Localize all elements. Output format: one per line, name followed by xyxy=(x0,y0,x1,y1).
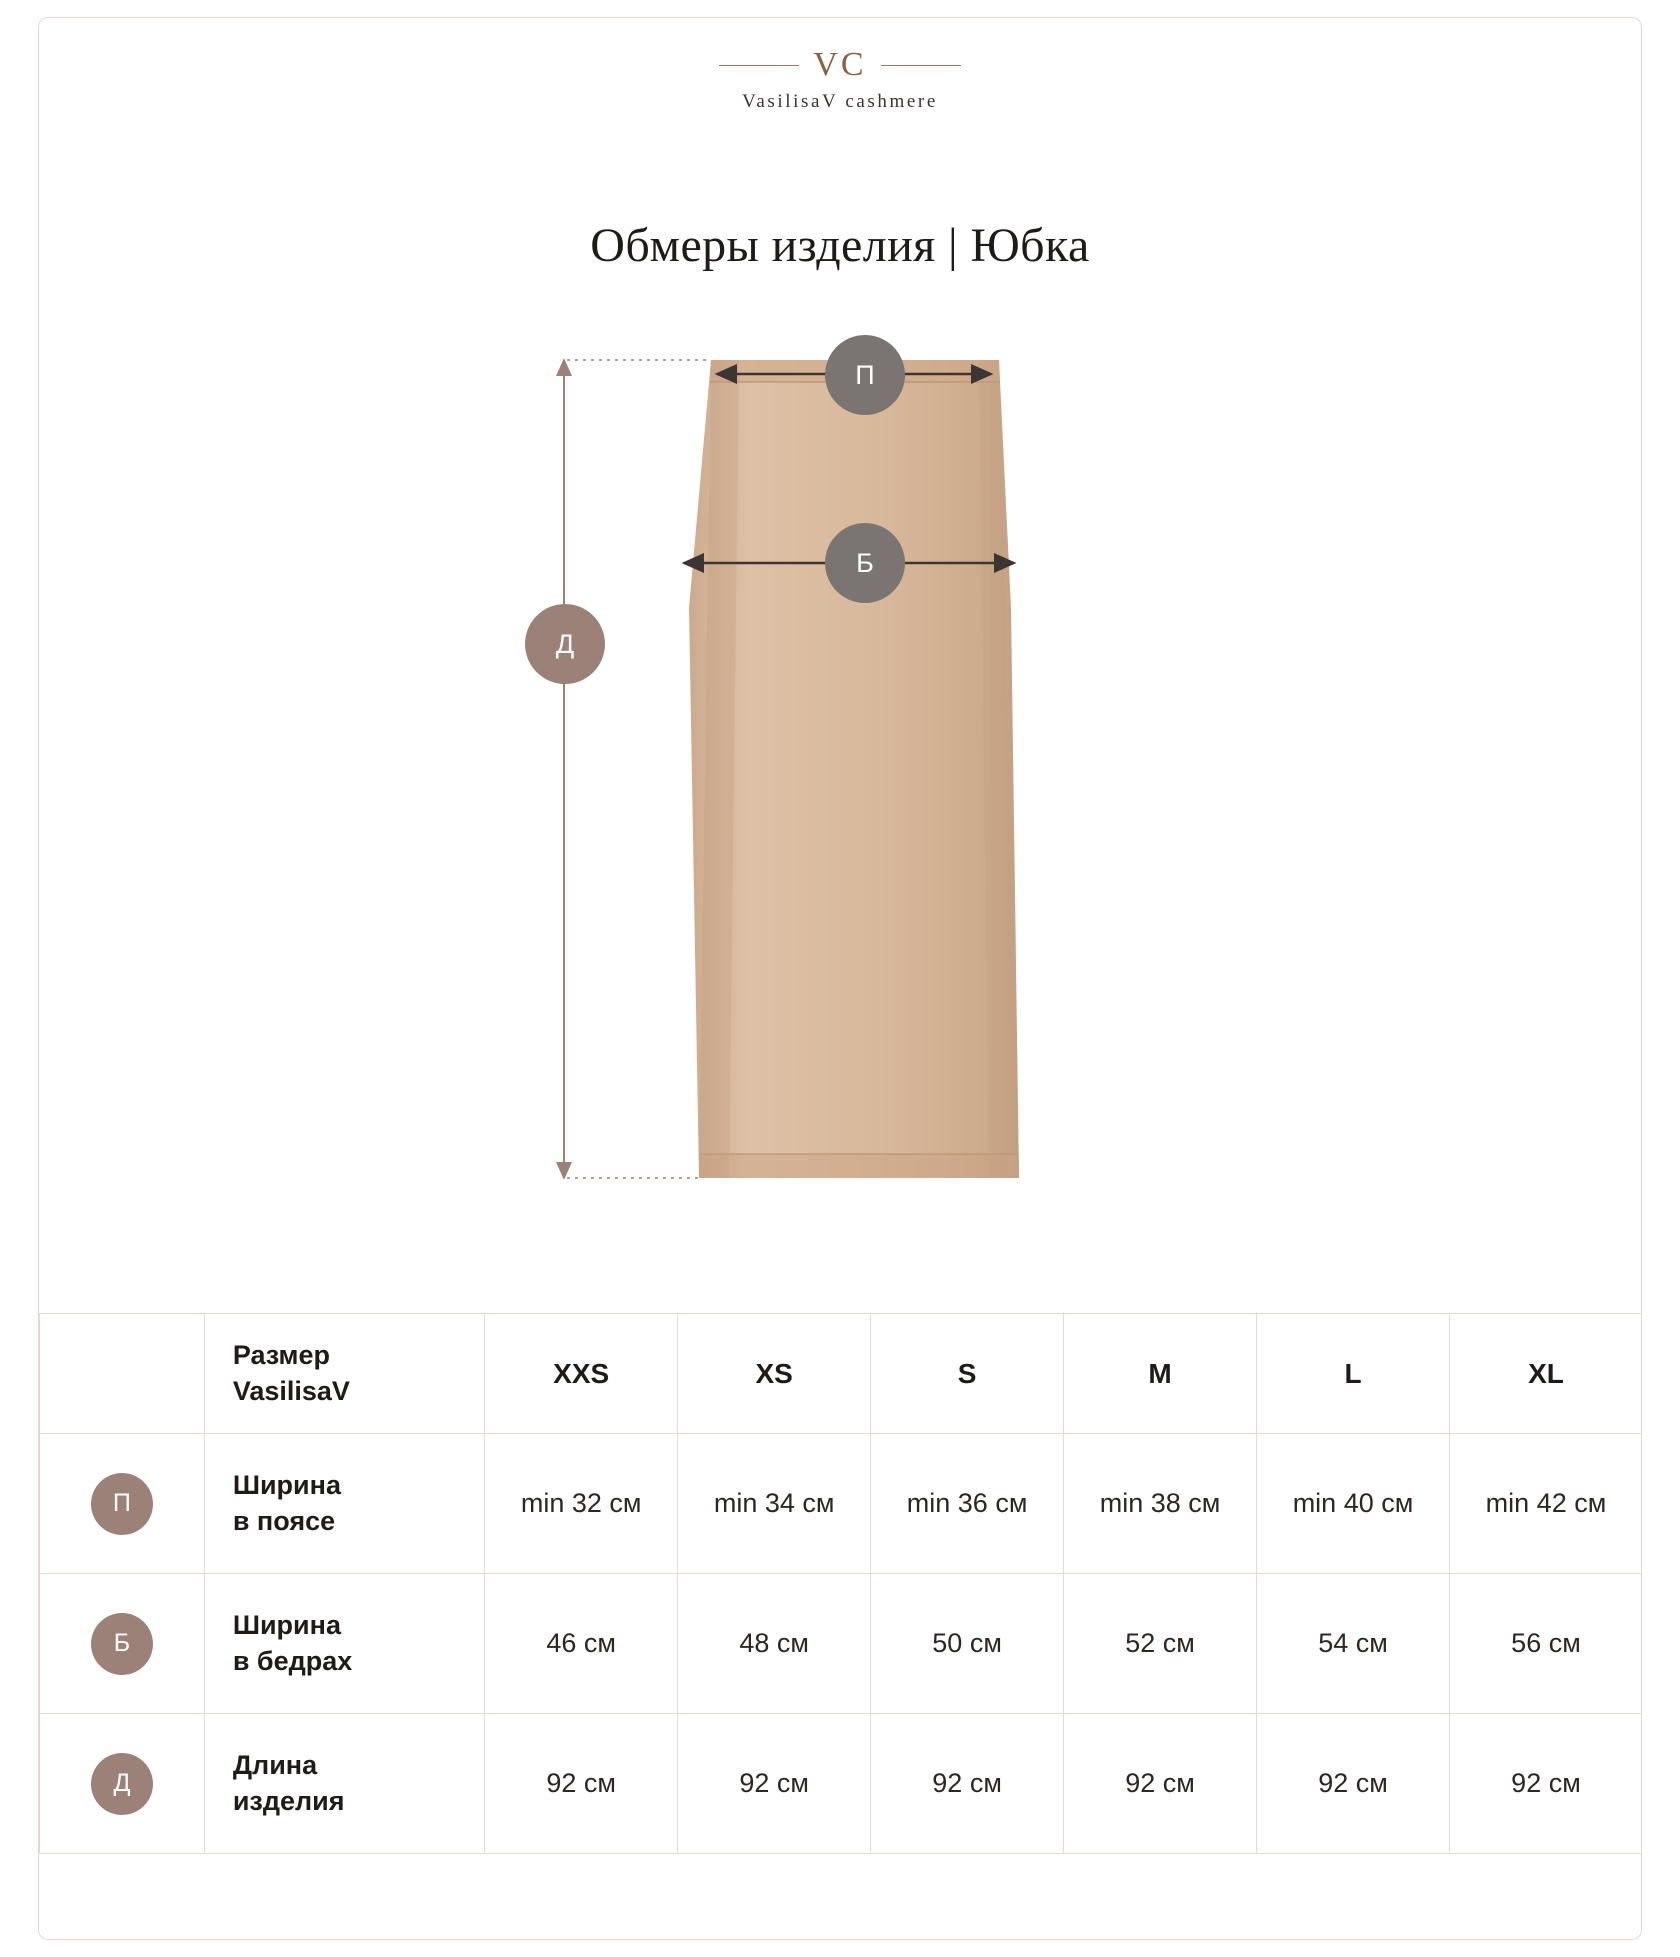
cell-hips-xs: 48 см xyxy=(678,1574,871,1714)
table-header-row xyxy=(40,1314,1643,1434)
cell-waist-xs: min 34 см xyxy=(678,1434,871,1574)
row-label-waist-line2: в поясе xyxy=(232,1505,336,1536)
skirt-diagram-svg xyxy=(39,348,1642,1278)
row-badge-length xyxy=(40,1714,205,1854)
header-size-l: L xyxy=(1257,1314,1450,1434)
row-label-hips-line1: Ширина xyxy=(232,1610,341,1641)
measurements-table xyxy=(39,1313,1642,1854)
badge-hips xyxy=(91,1613,153,1675)
row-label-length xyxy=(204,1714,484,1854)
marker-hips-label: Б xyxy=(856,547,874,578)
cell-hips-xl: 56 см xyxy=(1449,1574,1642,1714)
cell-length-l: 92 см xyxy=(1257,1714,1450,1854)
row-label-length-line2: изделия xyxy=(232,1785,345,1816)
marker-hips xyxy=(825,523,905,603)
cell-length-xl: 92 см xyxy=(1449,1714,1642,1854)
brand-monogram-row xyxy=(39,48,1641,82)
skirt-diagram xyxy=(39,348,1642,1278)
header-corner xyxy=(40,1314,205,1434)
cell-length-m: 92 см xyxy=(1064,1714,1257,1854)
row-label-waist-line1: Ширина xyxy=(232,1470,341,1501)
skirt-body xyxy=(689,360,1019,1178)
brand-subtitle-text: VasilisaV cashmere xyxy=(742,91,938,112)
header-size-s: S xyxy=(871,1314,1064,1434)
row-label-hips xyxy=(204,1574,484,1714)
cell-length-xxs: 92 см xyxy=(485,1714,678,1854)
logo-rule-left xyxy=(719,65,799,66)
brand-monogram: VC xyxy=(813,46,867,83)
cell-hips-l: 54 см xyxy=(1257,1574,1450,1714)
table-row xyxy=(40,1434,1643,1574)
badge-length xyxy=(91,1753,153,1815)
cell-length-xs: 92 см xyxy=(678,1714,871,1854)
cell-hips-s: 50 см xyxy=(871,1574,1064,1714)
header-size-m: M xyxy=(1064,1314,1257,1434)
row-label-hips-line2: в бедрах xyxy=(232,1645,353,1676)
badge-waist-label: П xyxy=(112,1489,131,1517)
cell-waist-s: min 36 см xyxy=(871,1434,1064,1574)
badge-length-label: Д xyxy=(113,1769,131,1797)
badge-waist xyxy=(91,1473,153,1535)
cell-waist-m: min 38 см xyxy=(1064,1434,1257,1574)
brand-subtitle xyxy=(39,91,1641,113)
row-badge-hips xyxy=(40,1574,205,1714)
marker-length-label: Д xyxy=(555,628,575,659)
skirt-hem xyxy=(699,1154,1019,1178)
cell-waist-l: min 40 см xyxy=(1257,1434,1450,1574)
badge-hips-label: Б xyxy=(113,1629,131,1657)
row-badge-waist xyxy=(40,1434,205,1574)
row-label-waist xyxy=(204,1434,484,1574)
table-body xyxy=(40,1434,1643,1854)
cell-hips-m: 52 см xyxy=(1064,1574,1257,1714)
header-size-label-line1: Размер xyxy=(232,1340,331,1371)
table-head xyxy=(40,1314,1643,1434)
size-chart-card xyxy=(38,17,1642,1940)
cell-waist-xxs: min 32 см xyxy=(485,1434,678,1574)
table-row xyxy=(40,1574,1643,1714)
marker-length xyxy=(525,604,605,684)
row-label-length-line1: Длина xyxy=(232,1750,318,1781)
logo-rule-right xyxy=(881,65,961,66)
marker-waist xyxy=(825,335,905,415)
header-size-xs: XS xyxy=(678,1314,871,1434)
cell-waist-xl: min 42 см xyxy=(1449,1434,1642,1574)
cell-hips-xxs: 46 см xyxy=(485,1574,678,1714)
marker-waist-label: П xyxy=(855,359,875,390)
header-size-xxs: XXS xyxy=(485,1314,678,1434)
brand-logo xyxy=(39,48,1641,113)
measurements-table-wrap xyxy=(39,1313,1642,1854)
cell-length-s: 92 см xyxy=(871,1714,1064,1854)
header-size-xl: XL xyxy=(1449,1314,1642,1434)
header-size-label xyxy=(204,1314,484,1434)
header-size-label-line2: VasilisaV xyxy=(232,1375,350,1406)
table-row xyxy=(40,1714,1643,1854)
page-title: Обмеры изделия | Юбка xyxy=(590,219,1090,272)
